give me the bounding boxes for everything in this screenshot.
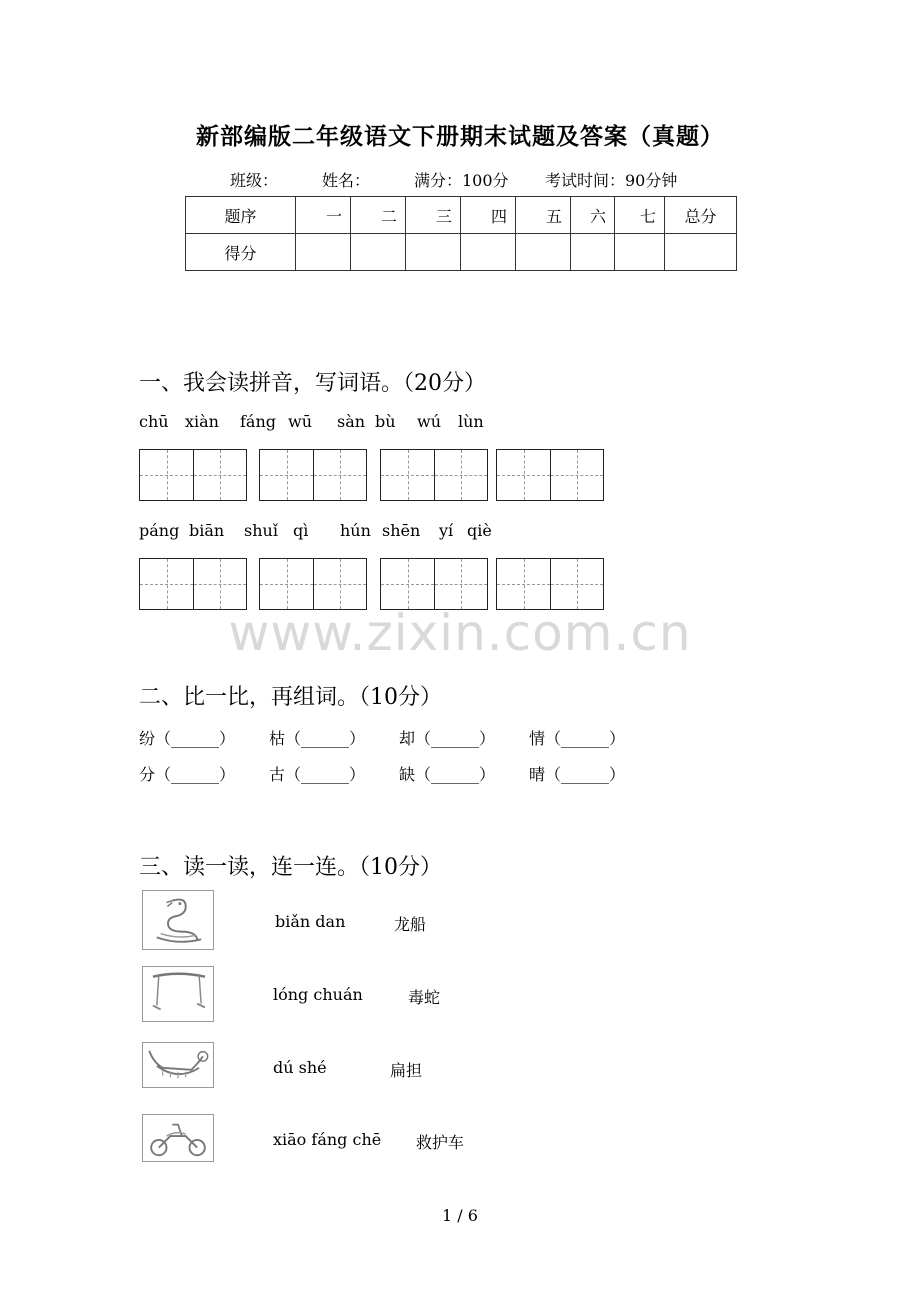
match-word[interactable]: 龙船 (394, 915, 427, 934)
pinyin-syllable: shēn (382, 521, 421, 540)
compare-item[interactable]: 古（______） (269, 765, 366, 784)
dragon-boat-icon (142, 1042, 214, 1088)
pinyin-syllable: bù (375, 412, 396, 431)
score-input-cell[interactable] (665, 234, 737, 271)
match-word[interactable]: 毒蛇 (408, 988, 441, 1007)
score-cell: 五 (516, 197, 571, 234)
pinyin-syllable: chū (139, 412, 169, 431)
pinyin-syllable: wū (288, 412, 312, 431)
match-pinyin[interactable]: lóng chuán (273, 985, 363, 1004)
page-number: 1 / 6 (442, 1206, 478, 1225)
score-table-header-row (186, 197, 737, 234)
section-3-title: 三、读一读，连一连。（10分） (139, 855, 442, 880)
pinyin-syllable: qì (293, 521, 309, 540)
writing-grid[interactable] (259, 449, 367, 501)
shoulder-pole-icon (142, 966, 214, 1022)
watermark: www.zixin.com.cn (228, 604, 692, 662)
pinyin-row-2 (0, 521, 920, 543)
compare-item[interactable]: 缺（______） (399, 765, 496, 784)
score-input-cell[interactable] (615, 234, 665, 271)
score-cell: 总分 (665, 197, 737, 234)
score-cell: 四 (461, 197, 516, 234)
match-pinyin[interactable]: biǎn dan (275, 912, 346, 931)
score-row-label: 得分 (186, 234, 296, 271)
score-table (185, 196, 737, 271)
match-pinyin[interactable]: dú shé (273, 1058, 327, 1077)
compare-item[interactable]: 情（______） (529, 729, 626, 748)
page-title: 新部编版二年级语文下册期末试题及答案（真题） (196, 123, 724, 150)
match-word[interactable]: 扁担 (390, 1061, 423, 1080)
pinyin-syllable: sàn (337, 412, 366, 431)
match-word[interactable]: 救护车 (416, 1133, 465, 1152)
compare-item[interactable]: 分（______） (139, 765, 236, 784)
pinyin-syllable: shuǐ (244, 521, 278, 540)
score-cell: 题序 (186, 197, 296, 234)
exam-info (230, 168, 677, 191)
score-input-cell[interactable] (351, 234, 406, 271)
score-input-cell[interactable] (296, 234, 351, 271)
writing-grid[interactable] (496, 449, 604, 501)
score-cell: 三 (406, 197, 461, 234)
compare-row-1 (0, 726, 920, 748)
writing-grid[interactable] (380, 449, 488, 501)
score-input-cell[interactable] (571, 234, 615, 271)
section-2-title: 二、比一比，再组词。（10分） (139, 685, 442, 710)
section-1-title: 一、我会读拼音，写词语。（20分） (139, 371, 486, 396)
pinyin-syllable: fáng (240, 412, 277, 431)
score-input-cell[interactable] (516, 234, 571, 271)
compare-item[interactable]: 纷（______） (139, 729, 236, 748)
score-cell: 一 (296, 197, 351, 234)
compare-item[interactable]: 晴（______） (529, 765, 626, 784)
name-label: 姓名： (322, 171, 371, 190)
pinyin-syllable: hún (340, 521, 371, 540)
class-label: 班级： (230, 171, 279, 190)
pinyin-syllable: biān (189, 521, 225, 540)
score-input-cell[interactable] (406, 234, 461, 271)
score-input-cell[interactable] (461, 234, 516, 271)
pinyin-syllable: xiàn (185, 412, 219, 431)
pinyin-syllable: qiè (467, 521, 492, 540)
compare-row-2 (0, 762, 920, 784)
snake-icon (142, 890, 214, 950)
writing-grid[interactable] (496, 558, 604, 610)
motorcycle-icon (142, 1114, 214, 1162)
writing-grid[interactable] (139, 558, 247, 610)
time-label: 考试时间：90分钟 (545, 171, 678, 190)
pinyin-syllable: wú (417, 412, 441, 431)
score-cell: 二 (351, 197, 406, 234)
writing-grid[interactable] (139, 449, 247, 501)
score-cell: 七 (615, 197, 665, 234)
pinyin-syllable: páng (139, 521, 180, 540)
match-pinyin[interactable]: xiāo fáng chē (273, 1130, 382, 1149)
score-cell: 六 (571, 197, 615, 234)
compare-item[interactable]: 枯（______） (269, 729, 366, 748)
pinyin-syllable: yí (439, 521, 454, 540)
compare-item[interactable]: 却（______） (399, 729, 496, 748)
score-table-score-row (186, 234, 737, 271)
pinyin-row-1 (0, 412, 920, 434)
writing-grid[interactable] (380, 558, 488, 610)
score-label: 满分：100分 (414, 171, 509, 190)
pinyin-syllable: lùn (458, 412, 484, 431)
writing-grid[interactable] (259, 558, 367, 610)
